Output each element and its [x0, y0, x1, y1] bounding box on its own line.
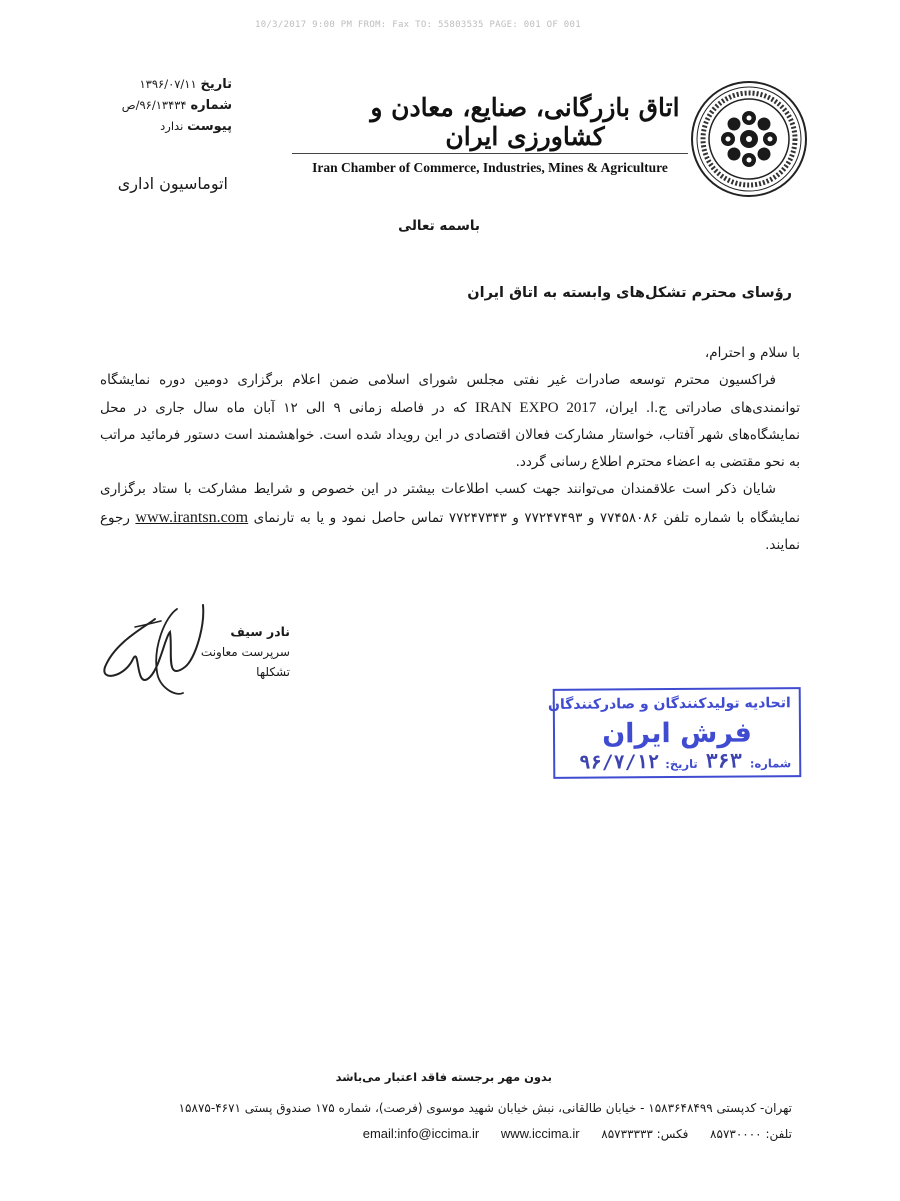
signer-block [201, 622, 290, 682]
number-value: ۹۶/۱۳۴۳۴/ص [121, 98, 187, 112]
attachment-label: پیوست [187, 119, 232, 134]
attachment-row [82, 116, 232, 137]
stamp-number-label: شماره: [749, 756, 792, 771]
paragraph-1-part-a: فراکسیون محترم توسعه صادرات غیر نفتی مجلس شورای اسلامی ضمن اعلام برگزاری دومین دوره نمایشگاه توانمندی‌های صادراتی ج.ا. ایران، [100, 372, 800, 416]
irantsn-link[interactable]: www.irantsn.com [135, 508, 249, 526]
paragraph-1-part-b: که در فاصله زمانی ۹ الی ۱۲ آبان ماه سال جاری در محل نمایشگاه‌های شهر آفتاب، خواستار مشارکت فعالان اقتصادی در این رویداد شده است. خواهشمند است دستور فرمائید مراتب به نحو مقتضی به اعضاء محترم اطلاع رسانی گردد. [100, 399, 800, 471]
greeting: با سلام و احترام، [704, 345, 800, 361]
letter-meta [82, 74, 232, 137]
date-label: تاریخ [200, 77, 232, 92]
stamp-line2: فرش ایران [602, 717, 752, 750]
letter-body [100, 340, 800, 559]
paragraph-2-part-b: رجوع نمایند. [100, 509, 800, 554]
organization-name-en: Iran Chamber of Commerce, Industries, Mines & Agriculture [312, 160, 668, 175]
footer-address: تهران- کدپستی ۱۵۸۳۶۴۸۴۹۹ - خیابان طالقانی، نبش خیابان شهید موسوی (فرصت)، شماره ۱۷۵ صندوق پستی ۴۶۷۱-۱۵۸۷۵ [178, 1101, 792, 1115]
signer-title-line1: سرپرست معاونت [200, 645, 290, 659]
stamp-line1: اتحادیه تولیدکنندگان و صادرکنندگان [547, 695, 791, 713]
stamp-date-label: تاریخ: [665, 756, 698, 772]
stamp-number-date [563, 748, 791, 774]
title-divider [292, 153, 688, 154]
fax-label: فکس: [656, 1127, 689, 1141]
chamber-logo-icon [690, 80, 808, 198]
phone-value: ۸۵۷۳۰۰۰۰ [710, 1127, 762, 1141]
office-automation-label: اتوماسیون اداری [117, 174, 228, 193]
recipient: رؤسای محترم تشکل‌های وابسته به اتاق ایران [467, 285, 792, 301]
number-label: شماره [190, 98, 232, 113]
stamp-date-value: ۹۶/۷/۱۲ [579, 751, 660, 774]
signer-name: نادر سیف [230, 624, 290, 639]
paragraph-2 [100, 476, 800, 559]
expo-name: IRAN EXPO 2017 [474, 399, 597, 416]
fax-value: ۸۵۷۳۳۳۳۳ [601, 1127, 653, 1141]
stamp-number-value: ۳۶۳ [705, 748, 742, 773]
fax-header: 10/3/2017 9:00 PM FROM: Fax TO: 55803535 PAGE: 001 OF 001 [255, 20, 581, 30]
number-row [82, 95, 232, 116]
bismillah: باسمه تعالی [398, 218, 480, 234]
signer-title-line2: تشکلها [256, 665, 290, 679]
email-link[interactable]: email:info@iccima.ir [362, 1126, 480, 1141]
date-row [82, 74, 232, 95]
phone-label: تلفن: [765, 1127, 792, 1141]
paragraph-2-part-a: شایان ذکر است علاقمندان می‌توانند جهت کسب اطلاعات بیشتر در این خصوص و شرایط مشارکت با ستاد برگزاری نمایشگاه با شماره تلفن ۷۷۴۵۸۰۸۶ و ۷۷۲۴۷۴۹۳ و ۷۷۲۴۷۳۴۳ تماس حاصل نمود و یا به تارنمای [100, 481, 801, 526]
website-link[interactable]: www.iccima.ir [500, 1126, 580, 1141]
date-value: ۱۳۹۶/۰۷/۱۱ [139, 77, 197, 91]
attachment-value: ندارد [160, 119, 184, 133]
footer-contact [363, 1126, 792, 1141]
organization-name-fa: اتاق بازرگانی، صنایع، معادن و کشاورزی ایران [370, 93, 680, 151]
footer-note: بدون مهر برجسته فاقد اعتبار می‌باشد [335, 1070, 552, 1084]
paragraph-1 [100, 367, 800, 476]
receipt-stamp [547, 687, 802, 779]
